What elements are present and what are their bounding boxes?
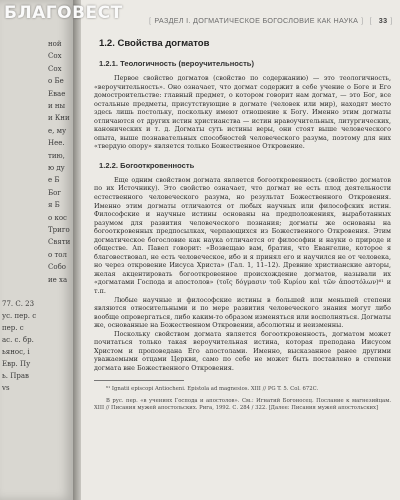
left-page-fragment: Евр. Пу [2, 360, 31, 368]
left-page-fragment: Собо [48, 263, 66, 272]
left-page-fragment: пер. с [2, 324, 24, 332]
footnote-divider [94, 380, 184, 381]
left-page-fragment: о кос [48, 213, 67, 222]
book-gutter [73, 0, 81, 500]
header-section: РАЗДЕЛ I. ДОГМАТИЧЕСКОЕ БОГОСЛОВИЕ КАК НАУКА [154, 16, 359, 25]
subsection-title-2: 1.2.2. Богооткровенность [99, 160, 195, 170]
left-page-fragment: ю ду [48, 164, 65, 172]
left-page-fragment: ной [48, 40, 62, 48]
left-page-fragment: е Б [48, 176, 60, 185]
left-page-fragment: vs [2, 384, 10, 392]
left-page-fragment: Сох [48, 64, 62, 73]
running-header: [ РАЗДЕЛ I. ДОГМАТИЧЕСКОЕ БОГОСЛОВИЕ КАК НАУКА ] [ 33 ] [149, 16, 393, 25]
left-page-fragment: я Б [48, 201, 60, 210]
left-page-fragment: и Кни [48, 114, 70, 123]
left-page-fragment: 77. С. 23 [2, 300, 35, 308]
left-page-fragment: Сох [48, 52, 62, 61]
left-page-fragment: Евае [48, 89, 66, 98]
left-page-fragment: Святи [48, 238, 71, 247]
left-page-fragment: ь. Прав [2, 372, 29, 380]
section-title: 1.2. Свойства догматов [99, 38, 210, 49]
left-page-fragment: ас. с. бр. [2, 336, 34, 344]
left-page-fragment: Триго [48, 226, 70, 234]
left-page-fragment: и ны [48, 102, 66, 110]
footnote-61: ⁶¹ Ignatii episcopi Antiocheni. Epistola ad magnesios. XIII // PG T. 5. Col. 672C. [106, 385, 319, 392]
page-content [94, 38, 391, 417]
left-page-fragment: Нее. [48, 139, 65, 148]
footnote-61-translation: В рус. пер. «в учениях Господа и апостолов». См.: Игнатий Богоносец. Послание к магнезийцам. XIII // Писания мужей апостольских. Рига, 1992. С. 284 / 322. [Далее: Писания мужей апостольских] [94, 398, 391, 412]
watermark-logo: БЛАГОВЕСТ [4, 3, 123, 23]
paragraph-revelation: Еще одним свойством догмата является богооткровенность (свойство догматов по их Источнику). Это свойство означает, что догмат не есть плод деятельности естественного человеческого разума, но результат Божественного Откровения. Именно этим догматы отличаются от любых научных или философских истин. Философские и научные истины основаны на предположениях, выработанных разумом для развития человеческого познания; догматы же основаны на богооткровенных предпосылках, черпающихся из Божественного Откровения. Этим догматическое богословие как наука отличается от философии и науки о природе и обществе. Ап. Павел говорит: «Возвещаю вам, братия, что Евангелие, которое я благовествовал, не есть человеческое, ибо и я принял его и научился не от человека, но через откровение Иисуса Христа» (Гал. 1, 11–12). Древние христианские авторы, желая акцентировать богооткровенное происхождение догматов, называли их «догматами Господа и апостолов» (τοῖς δόγμασιν τοῦ Κυρίου καὶ τῶν ἀποστόλων)⁶¹ и т.п. [94, 175, 391, 296]
left-page-fragment: о Бе [48, 77, 64, 86]
subsection-title-1: 1.2.1. Теологичность (вероучительность) [99, 59, 254, 68]
left-page-fragment: Бог [48, 188, 62, 197]
left-page-fragment: о тол [48, 250, 67, 259]
paragraph-relative-truths: Любые научные и философские истины в большей или меньшей степени являются относительными и по мере развития человеческого знания могут либо вообще опровергаться, либо каким-то образом изменяться или восполняться. Догматы же, основанные на Божественном Откровении, абсолютны и неизменны. [94, 295, 391, 330]
page-number: 33 [378, 16, 388, 25]
left-page-fragment: ие ха [48, 275, 68, 284]
left-page-fragment: тию, [48, 151, 65, 160]
left-page [0, 0, 73, 500]
paragraph-apostolic: Поскольку свойством догмата является богооткровенность, догматом может почитаться только такая вероучительная истина, которая преподана Иисусом Христом и проповедана Его апостолами. Именно, высказанное ранее другими уважаемыми отцами Церкви, само по себе не может быть поставлено в степени догмата вне Божественного Откровения. [94, 329, 391, 372]
paragraph-theologicity: Первое свойство догматов (свойство по содержанию) — это теологичность, «вероучительность». Оно означает, что догмат содержит в себе учение о Боге и Его домостроительстве: главный предмет, о котором говорит нам догмат, — это Бог, все остальные предметы, присутствующие в догмате (человек или мир), находят место здесь лишь постольку, поскольку имеют отношение к Богу. Именно этим догматы отличаются от других истин христианства — истин нравоучительных, литургических, канонических и т. д. Догматы суть истины веры, они стоят выше человеческого опыта, выше познавательных способностей человеческого разума, поэтому для них «твердую опору» является только Божественное Откровение. [94, 74, 391, 151]
left-page-fragment: е, му [48, 126, 67, 135]
right-page [81, 0, 400, 500]
left-page-fragment: ус. пер. с [2, 312, 37, 320]
left-page-fragment: ьянос, i [2, 348, 30, 356]
